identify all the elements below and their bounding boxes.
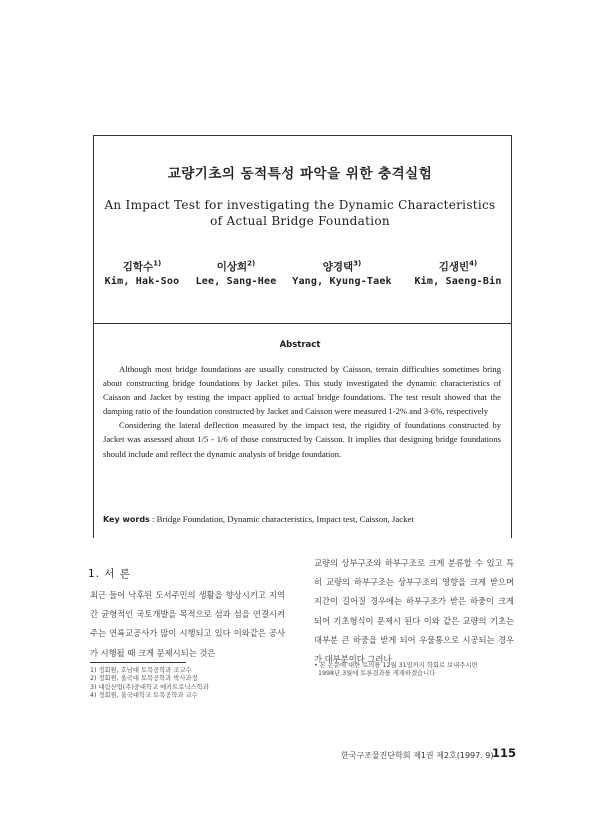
discussion-notice	[314, 662, 524, 679]
keywords-list: : Bridge Foundation, Dynamic characteristics, Impact test, Caisson, Jacket	[152, 514, 414, 524]
discussion-notice-line-1: • 본 논문에 대한 토의를 12월 31일까지 학회로 보내주시면	[314, 662, 478, 669]
author-4	[398, 259, 518, 287]
author-affiliation-footnotes	[90, 667, 290, 701]
author-3-name-ko: 양경택	[322, 261, 354, 273]
body-text-left-column: 최근 들어 낙후된 도서주민의 생활을 향상시키고 지역간 균형적인 국토개발을 목적으로 섬과 섬을 연결시켜 주는 연륙교공사가 많이 시행되고 있다 이와같은 공사가 시행될 때 크게 문제시되는 것은	[90, 590, 285, 658]
author-4-sup: 4)	[469, 259, 478, 268]
body-text-right-column: 교량의 상부구조와 하부구조로 크게 분류할 수 있고 특히 교량의 하부구조는 상부구조의 영향을 크게 받으며 지간이 길어질 경우에는 하부구조가 받은 하중이 크게 되어 기초형식이 문제시 된다 이와 같은 교량의 기초는 대부분 큰 하중을 받게 되어 우물통으로 시공되는 경우가 대부분이다 그러나	[314, 558, 514, 665]
discussion-notice-line-2: 1998년 3월에 토론결과를 게재하겠습니다	[318, 670, 436, 678]
keywords-line	[103, 514, 503, 524]
keywords-label: Key words	[103, 515, 150, 524]
paper-title-english-line1: An Impact Test for investigating the Dynamic Characteristics	[104, 198, 496, 212]
page-number: 115	[492, 746, 517, 760]
author-2-name-en: Lee, Sang-Hee	[195, 276, 277, 287]
footnote-4: 4) 정회원, 울국대학교 토목공학과 교수	[90, 692, 198, 700]
abstract-paragraph-2: Considering the lateral deflection measured by the impact test, the rigidity of foundations constructed by Jacket was assessed about 1/5 - 1/6 of those constructed by Caisson. It implies that designing bridge foundations should include and reflect the dynamic analysis of bridge foundation.	[103, 420, 501, 459]
footnote-2: 2) 정회원, 울국대 토목공학과 박사과정	[90, 675, 198, 683]
author-2-name-ko: 이상희	[216, 261, 248, 273]
author-1-name-ko: 김학수	[122, 261, 154, 273]
abstract-left-rule	[93, 323, 94, 538]
author-2-sup: 2)	[247, 259, 256, 268]
footnote-3: 3) 대림산업(주)중대학교 메카트로닉스학과	[90, 683, 209, 691]
author-2	[176, 259, 296, 287]
paper-title-korean: 교량기초의 동적특성 파악을 위한 충격실험	[167, 166, 433, 182]
author-1-sup: 1)	[153, 259, 162, 268]
abstract-top-rule	[93, 323, 511, 324]
author-3-sup: 3)	[353, 259, 362, 268]
journal-citation: 한국구조물진단학회 제1권 제2호(1997. 9)	[341, 751, 494, 760]
abstract-heading: Abstract	[279, 340, 321, 350]
author-4-name-en: Kim, Saeng-Bin	[414, 276, 502, 287]
author-1-name-en: Kim, Hak-Soo	[104, 276, 180, 287]
author-3-name-en: Yang, Kyung-Taek	[292, 276, 392, 287]
footnote-1: 1) 정회원, 호남대 토목공학과 조교수	[90, 667, 192, 674]
abstract-body	[103, 362, 501, 461]
abstract-right-rule	[511, 323, 512, 538]
paper-title-english-line2: of Actual Bridge Foundation	[210, 214, 390, 228]
author-4-name-ko: 김생빈	[438, 261, 470, 273]
author-3	[282, 259, 402, 287]
section-heading-introduction: 1. 서 론	[88, 568, 131, 580]
title-box-top-rule	[93, 135, 511, 136]
abstract-paragraph-1: Although most bridge foundations are usually constructed by Caisson, terrain difficulties sometimes bring about constructing bridge foundations by Jacket piles. This study investigated the dynamic characteristics of Caisson and Jacket by testing the impact applied to actual bridge foundations. The test result showed that the damping ratio of the foundation constructed by Jacket and Caisson were measured 1-2% and 3-6%, respectively	[103, 364, 501, 417]
